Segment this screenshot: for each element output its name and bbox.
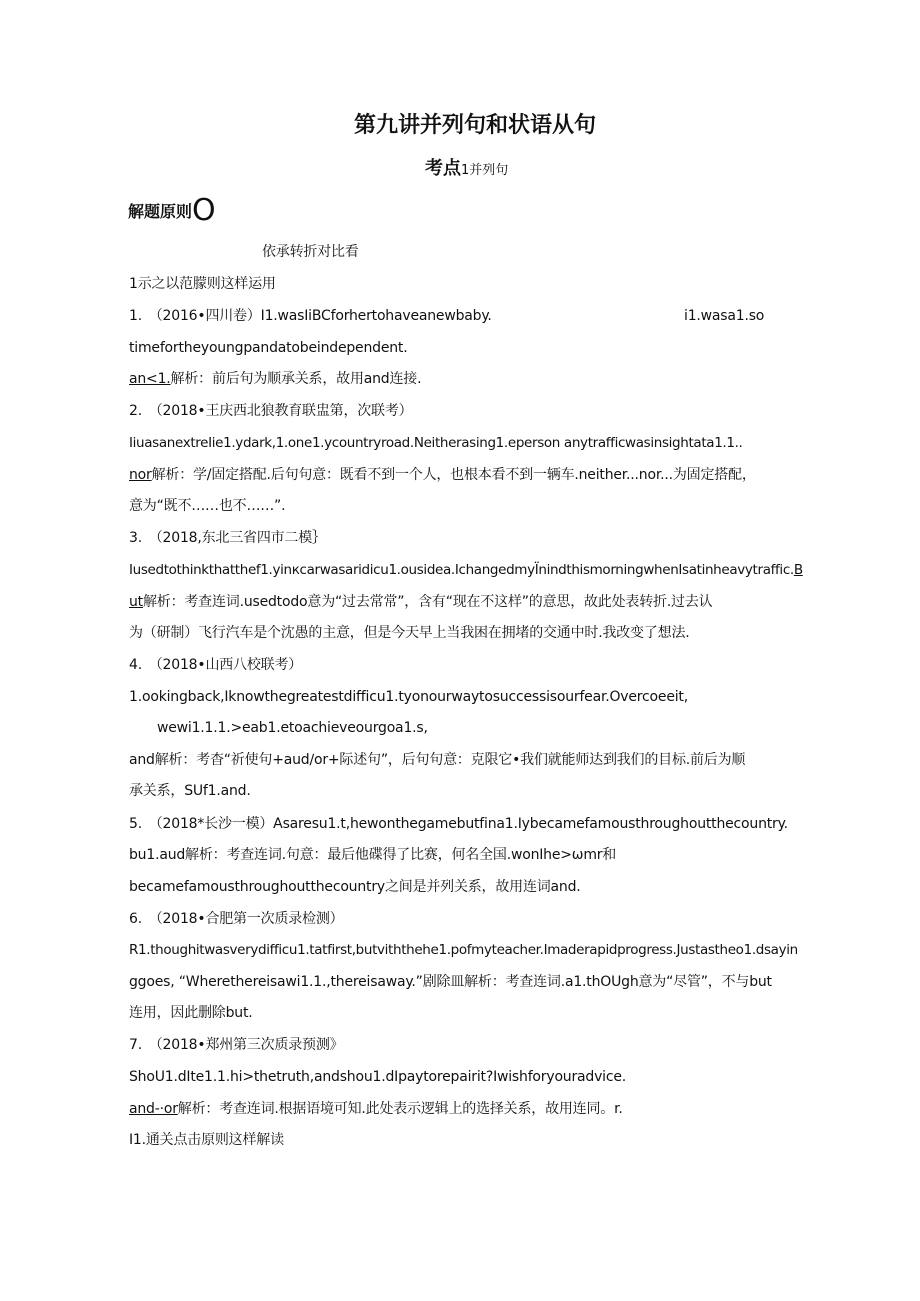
item-7-line-1: 7. （2018•郑州第三次质录预测》 bbox=[129, 1037, 344, 1053]
item-7-answer: and-·or bbox=[129, 1101, 178, 1117]
page-title: 第九讲并列句和状语从句 bbox=[354, 113, 597, 138]
item-2-analysis: 解析：学/固定搭配.后句句意：既看不到一个人，也根本看不到一辆车.neither...nor...为固定搭配， bbox=[151, 467, 756, 483]
item-1-answer: an<1. bbox=[129, 371, 171, 387]
item-1-line-1: 1. （2016•四川卷）I1.wasIiBCforhertohaveanewbaby. bbox=[129, 308, 492, 324]
item-5-line-1: 5. （2018*长沙一模）Asaresu1.t,hewonthegamebutfina1.Iybecamefamousthroughoutthecountry. bbox=[129, 816, 788, 832]
item-7-line-2: ShoU1.dIte1.1.hi>thetruth,andshou1.dIpaytorepairit?Iwishforyouradvice. bbox=[129, 1069, 627, 1085]
item-4-line-5: 承关系，SUf1.and. bbox=[129, 783, 251, 799]
item-7-answer-line bbox=[129, 1100, 623, 1118]
subtitle bbox=[425, 157, 508, 183]
item-4-line-3: wewi1.1.1.>eab1.etoachieveourgoa1.s, bbox=[157, 720, 428, 736]
item-3-line-4: 为（研制）飞行汽车是个沈愚的主意，但是今天早上当我困在拥堵的交通中时.我改变了想法. bbox=[129, 625, 690, 641]
item-1-answer-line bbox=[129, 370, 421, 388]
item-7-analysis: 解析：考查连词.根据语境可知.此处表示逻辑上的选择关系，故用连同。r. bbox=[177, 1101, 623, 1117]
item-1-line-1-tail: i1.wasa1.so bbox=[684, 308, 765, 324]
item-6-line-2: R1.thoughitwasverydifficu1.tatfirst,butviththehe1.pofmyteacher.Imaderapidprogress.Justastheo1.dsayin bbox=[129, 942, 798, 958]
footer-line: I1.通关点击原则这样解读 bbox=[129, 1132, 284, 1148]
item-2-answer: nor bbox=[129, 467, 152, 483]
item-6-line-3: ggoes, “Wherethereisawi1.1.,thereisaway.”剧除皿解析：考查连词.a1.thOUgh意为“尽管”，不与but bbox=[129, 974, 772, 990]
section-symbol: O bbox=[192, 193, 216, 228]
item-4-line-1: 4. （2018•山西八校联考） bbox=[129, 657, 303, 673]
item-5-line-3: becamefamousthroughoutthecountry之间是并列关系，故用连词and. bbox=[129, 879, 581, 895]
item-3-answer-line bbox=[129, 593, 712, 611]
item-2-line-2: IiuasanextreIie1.ydark,1.one1.ycountryroad.Neitherasing1.eperson anytrafficwasinsightata1.1.. bbox=[129, 435, 743, 451]
item-1-line-2: timefortheyoungpandatobeindependent. bbox=[129, 340, 408, 356]
item-2-answer-line bbox=[129, 466, 756, 484]
item-3-answer-end: ut bbox=[129, 594, 143, 610]
item-6-line-1: 6. （2018•合肥第一次质录检测） bbox=[129, 911, 344, 927]
item-3-sentence: Iusedtothinkthatthef1.yinкcarwasaridicu1.ousidea.IchangedmyÏnindthismorningwhenIsatinheavytraffic. bbox=[129, 562, 794, 578]
item-3-line-1: 3. （2018,东北三省四市二模｝ bbox=[129, 530, 326, 546]
item-6-line-4: 连用，因此删除but. bbox=[129, 1005, 253, 1021]
section-heading bbox=[128, 193, 216, 228]
item-4-line-4: and解析：考杳“祈使句+aud∕or+际述句”，后句句意：克限它•我们就能师达到我们的目标.前后为顺 bbox=[129, 752, 746, 768]
item-3-line-2 bbox=[129, 561, 803, 579]
item-3-analysis: 解析：考查连词.usedtodo意为“过去常常”，含有“现在不这样”的意思，故此处表转折.过去认 bbox=[142, 594, 713, 610]
item-1-analysis: 解析：前后句为顺承关系，故用and连接. bbox=[170, 371, 422, 387]
item-3-answer-start: B bbox=[793, 562, 803, 578]
principle-text: 依承转折对比看 bbox=[262, 244, 359, 260]
subtitle-small: 1并列句 bbox=[461, 163, 509, 178]
item-2-line-4: 意为“既不……也不……”. bbox=[129, 498, 286, 514]
item-2-line-1: 2. （2018•王庆西北狼教育联盅第，次联考） bbox=[129, 403, 413, 419]
item-4-line-2: 1.ookingback,Iknowthegreatestdifficu1.tyonourwaytosuccessisourfear.Overcoeeit, bbox=[129, 689, 688, 705]
subtitle-main: 考点 bbox=[425, 158, 461, 179]
usage-line: 1示之以范朦则这样运用 bbox=[129, 276, 276, 292]
item-5-line-2: bu1.aud解析：考查连词.句意：最后他碟得了比赛，何名全国.wonIhe>ωmr和 bbox=[129, 847, 617, 863]
section-heading-text: 解题原则 bbox=[128, 202, 193, 221]
